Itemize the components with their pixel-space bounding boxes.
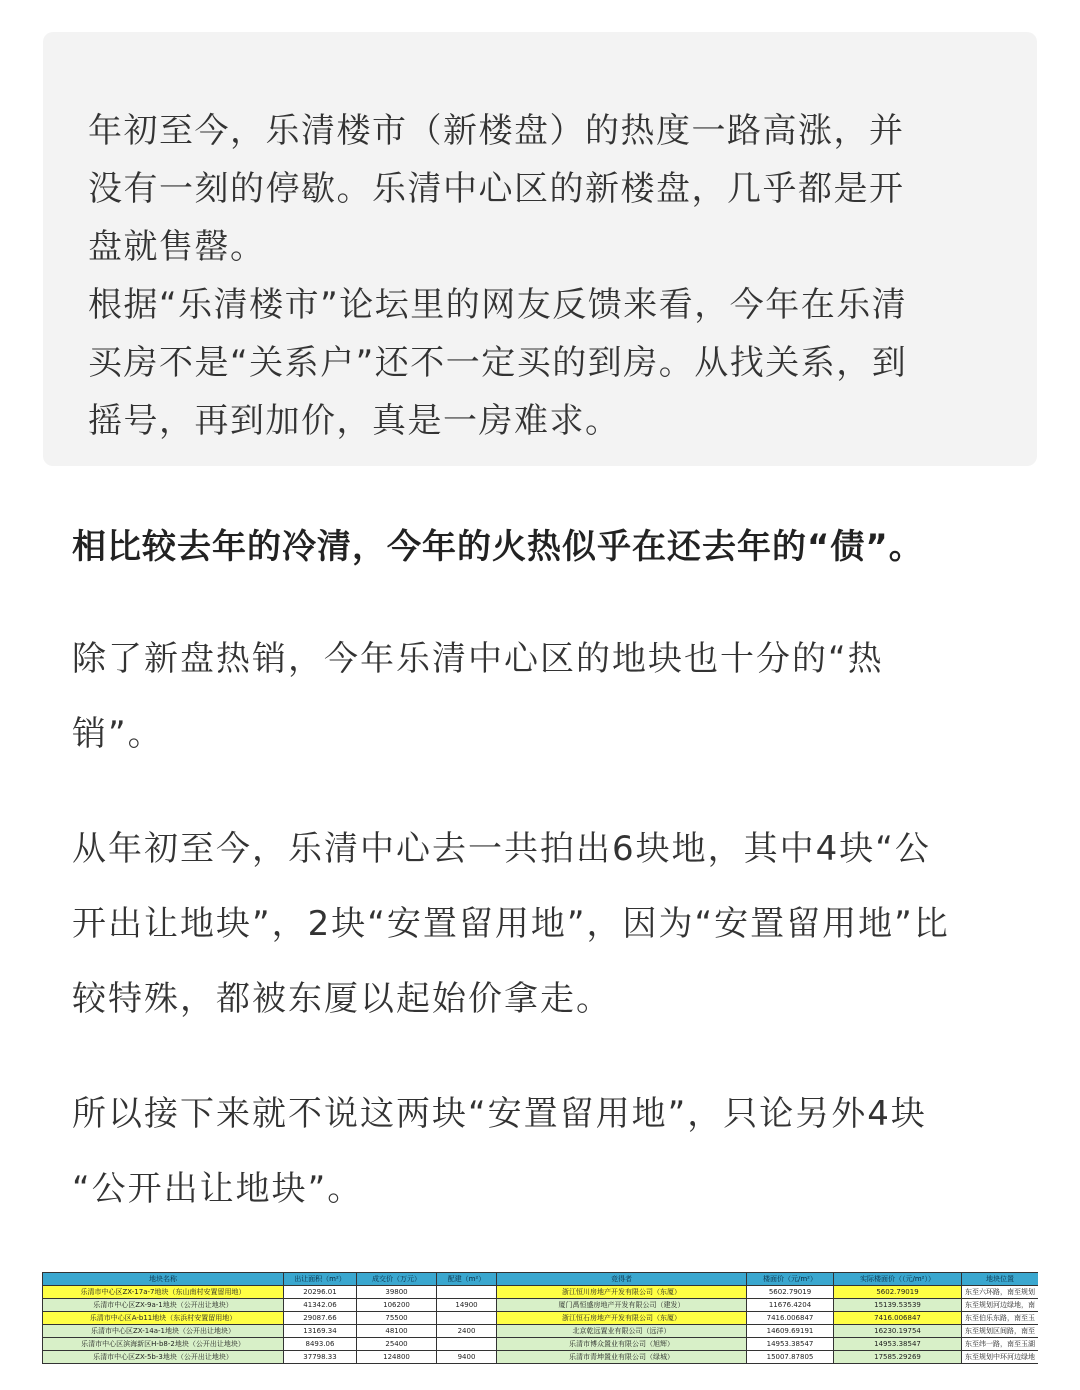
table-cell: 25400	[357, 1338, 437, 1351]
table-cell: 29087.66	[284, 1312, 357, 1325]
table-cell: 14900	[437, 1299, 497, 1312]
table-header: 竞得者	[497, 1273, 747, 1286]
table-header: 地块位置	[962, 1273, 1039, 1286]
table-cell: 124800	[357, 1351, 437, 1364]
table-cell: 乐清市中心区ZX-17a-7地块（东山南村安置留用地）	[43, 1286, 284, 1299]
table-cell: 乐清市中心区A-b11地块（东浜村安置留用地）	[43, 1312, 284, 1325]
table-header: 出让面积（m²）	[284, 1273, 357, 1286]
table-cell: 5602.79019	[834, 1286, 962, 1299]
table-cell	[437, 1312, 497, 1325]
quote-line: 没有一刻的停歇。乐清中心区的新楼盘，几乎都是开	[88, 169, 905, 209]
quote-line: 摇号，再到加价，真是一房难求。	[88, 401, 621, 441]
table-cell: 东至六环路，南至规划	[962, 1286, 1039, 1299]
table-header-row	[43, 1273, 1039, 1286]
table-row	[43, 1312, 1039, 1325]
paragraph-line: 较特殊，都被东厦以起始价拿走。	[72, 979, 612, 1019]
table-header: 配建（m²）	[437, 1273, 497, 1286]
table-cell: 106200	[357, 1299, 437, 1312]
table-cell: 乐清市中心区ZX-5b-3地块（公开出让地块）	[43, 1351, 284, 1364]
paragraph-new-sales	[72, 622, 1022, 772]
table-cell: 37798.33	[284, 1351, 357, 1364]
table-cell: 15007.87805	[747, 1351, 834, 1364]
table-cell: 7416.006847	[747, 1312, 834, 1325]
paragraph-land-count	[72, 812, 1022, 1037]
table-cell: 厦门禹恒盛房地产开发有限公司（建发）	[497, 1299, 747, 1312]
land-auction-table-image	[42, 1272, 1038, 1364]
table-cell: 39800	[357, 1286, 437, 1299]
quote-box	[43, 32, 1037, 466]
table-cell: 17585.29269	[834, 1351, 962, 1364]
table-cell: 乐清市青坤置业有限公司（绿城）	[497, 1351, 747, 1364]
table-cell	[437, 1338, 497, 1351]
table-cell: 20296.01	[284, 1286, 357, 1299]
table-cell: 14953.38547	[834, 1338, 962, 1351]
quote-line: 买房不是“关系户”还不一定买的到房。从找关系，到	[88, 343, 908, 383]
table-header: 楼面价（元/m²）	[747, 1273, 834, 1286]
table-cell: 浙江恒石房地产开发有限公司（东厦）	[497, 1312, 747, 1325]
table-cell: 乐清市博众置业有限公司（旭辉）	[497, 1338, 747, 1351]
paragraph-line: 所以接下来就不说这两块“安置留用地”，只论另外4块	[72, 1094, 927, 1134]
table-row	[43, 1325, 1039, 1338]
table-cell: 41342.06	[284, 1299, 357, 1312]
table-cell: 11676.4204	[747, 1299, 834, 1312]
table-cell: 北京乾远置业有限公司（远洋）	[497, 1325, 747, 1338]
bold-paragraph	[72, 510, 1022, 585]
paragraph-line: “公开出让地块”。	[72, 1169, 364, 1209]
table-cell: 东至规划区间路，南至	[962, 1325, 1039, 1338]
table-cell: 13169.34	[284, 1325, 357, 1338]
quote-line: 盘就售罄。	[88, 227, 266, 267]
table-header: 成交价（万元）	[357, 1273, 437, 1286]
table-cell: 乐清市中心区ZX-14a-1地块（公开出让地块）	[43, 1325, 284, 1338]
table-cell: 75500	[357, 1312, 437, 1325]
table-cell: 14953.38547	[747, 1338, 834, 1351]
table-cell: 浙江恒川房地产开发有限公司（东厦）	[497, 1286, 747, 1299]
quote-line: 年初至今，乐清楼市（新楼盘）的热度一路高涨，并	[88, 111, 905, 151]
table-cell: 东至伯乐东路，南至玉	[962, 1312, 1039, 1325]
table-cell	[437, 1286, 497, 1299]
paragraph-line: 除了新盘热销，今年乐清中心区的地块也十分的“热	[72, 639, 884, 679]
table-row	[43, 1338, 1039, 1351]
table-cell: 7416.006847	[834, 1312, 962, 1325]
table-row	[43, 1299, 1039, 1312]
table-cell: 东至纬一路，南至玉湖	[962, 1338, 1039, 1351]
paragraph-public-land	[72, 1077, 1022, 1227]
table-row	[43, 1351, 1039, 1364]
land-auction-table	[42, 1272, 1038, 1364]
table-cell: 2400	[437, 1325, 497, 1338]
table-cell: 8493.06	[284, 1338, 357, 1351]
table-cell: 15139.53539	[834, 1299, 962, 1312]
table-cell: 东至规划中环河边绿地	[962, 1351, 1039, 1364]
paragraph-line: 开出让地块”，2块“安置留用地”，因为“安置留用地”比	[72, 904, 950, 944]
table-header: 地块名称	[43, 1273, 284, 1286]
table-cell: 14609.69191	[747, 1325, 834, 1338]
quote-line: 根据“乐清楼市”论坛里的网友反馈来看，今年在乐清	[88, 285, 908, 325]
paragraph-line: 销”。	[72, 714, 164, 754]
table-cell: 乐清市中心区滨海新区H-b8-2地块（公开出让地块）	[43, 1338, 284, 1351]
paragraph-line: 相比较去年的冷清，今年的火热似乎在还去年的“债”。	[72, 527, 924, 567]
table-cell: 16230.19754	[834, 1325, 962, 1338]
table-cell: 9400	[437, 1351, 497, 1364]
table-row	[43, 1286, 1039, 1299]
table-cell: 东至规划河边绿地，南	[962, 1299, 1039, 1312]
table-header: 实际楼面价（（元/m²））	[834, 1273, 962, 1286]
paragraph-line: 从年初至今，乐清中心去一共拍出6块地，其中4块“公	[72, 829, 931, 869]
table-cell: 乐清市中心区ZX-9a-1地块（公开出让地块）	[43, 1299, 284, 1312]
table-cell: 48100	[357, 1325, 437, 1338]
table-cell: 5602.79019	[747, 1286, 834, 1299]
